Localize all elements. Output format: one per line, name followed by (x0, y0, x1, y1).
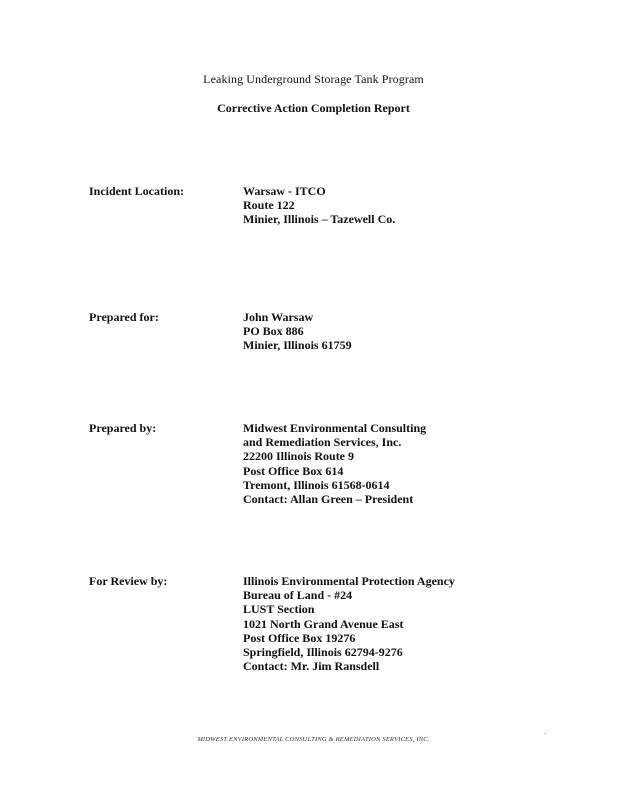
address-line: PO Box 886 (243, 324, 304, 339)
page-footer: MIDWEST ENVIRONMENTAL CONSULTING & REMEDIATION SERVICES, INC. (197, 736, 430, 743)
address-line: Tremont, Illinois 61568-0614 (243, 477, 390, 492)
prepared-for-address (243, 310, 352, 353)
address-line: Warsaw - ITCO (243, 184, 326, 198)
address-line: Bureau of Land - #24 (243, 588, 353, 603)
address-line: Route 122 (243, 198, 295, 213)
contact-line: Contact: Mr. Jim Ransdell (243, 659, 380, 674)
contact-line: Contact: Allan Green – President (243, 491, 414, 506)
program-title: Leaking Underground Storage Tank Program (203, 72, 424, 86)
review-by-label: For Review by: (89, 574, 168, 588)
prepared-by-address (243, 421, 426, 506)
address-line: Minier, Illinois 61759 (243, 338, 352, 353)
prepared-by-label: Prepared by: (89, 421, 157, 435)
address-line: Springfield, Illinois 62794-9276 (243, 644, 403, 659)
address-line: Illinois Environmental Protection Agency (243, 574, 455, 588)
address-line: 1021 North Grand Avenue East (243, 616, 404, 631)
scan-artifact (545, 733, 546, 734)
address-line: Post Office Box 614 (243, 463, 344, 478)
address-line: John Warsaw (243, 310, 314, 324)
incident-location-label: Incident Location: (89, 184, 185, 198)
address-line: Post Office Box 19276 (243, 630, 356, 645)
review-by-address (243, 574, 455, 673)
address-line: LUST Section (243, 602, 315, 617)
address-line: and Remediation Services, Inc. (243, 435, 402, 450)
report-title: Corrective Action Completion Report (217, 101, 410, 115)
address-line: Midwest Environmental Consulting (243, 421, 427, 435)
address-line: 22200 Illinois Route 9 (243, 449, 355, 464)
address-line: Minier, Illinois – Tazewell Co. (243, 212, 396, 227)
incident-location-address (243, 184, 395, 227)
prepared-for-label: Prepared for: (89, 310, 159, 324)
